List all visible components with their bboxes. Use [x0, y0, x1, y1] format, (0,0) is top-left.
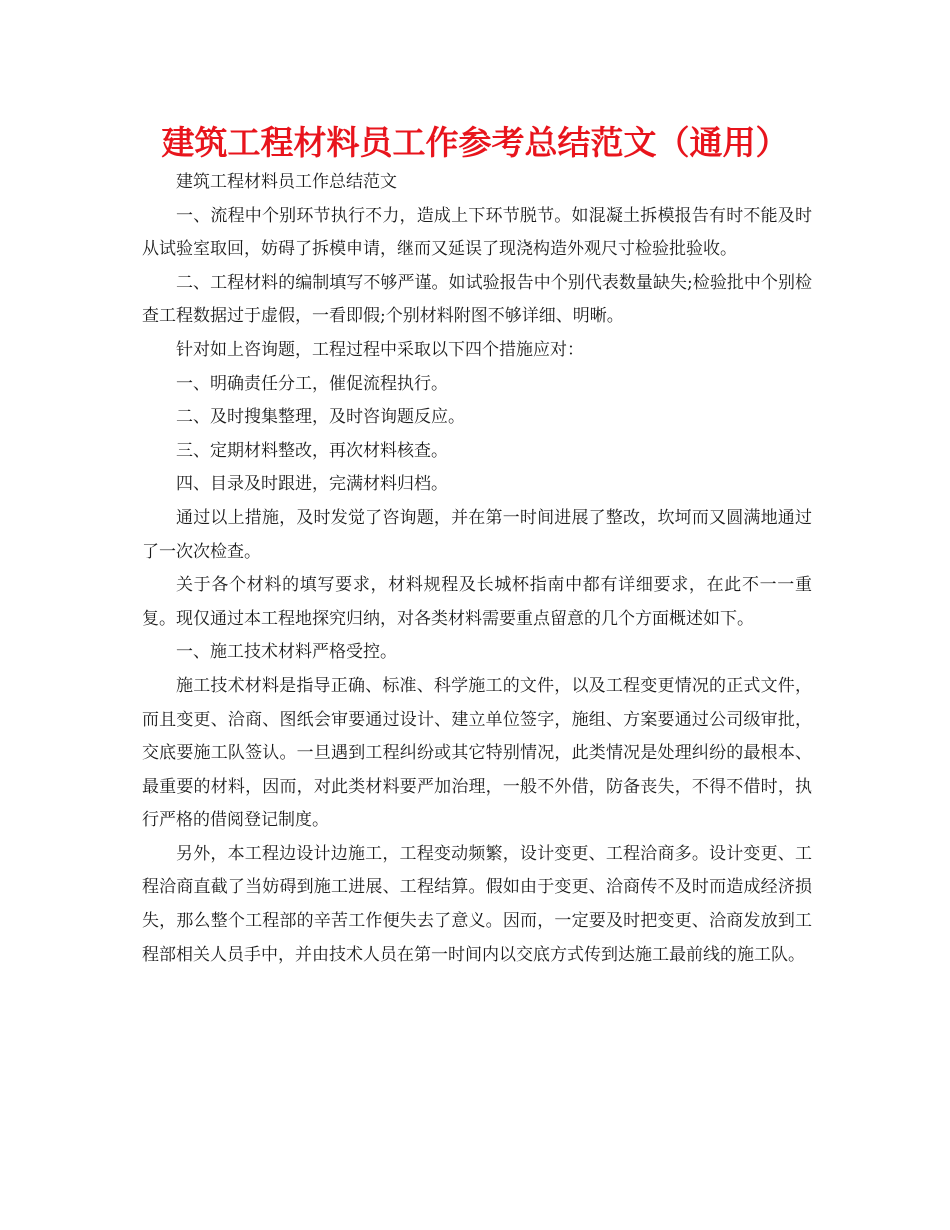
paragraph: 一、施工技术材料严格受控。 — [176, 642, 397, 663]
document-subtitle: 建筑工程材料员工作总结范文 — [176, 172, 397, 192]
paragraph: 关于各个材料的填写要求，材料规程及长城杯指南中都有详细要求，在此不一一重复。现仅通过本工程地探究归纳，对各类材料需要重点留意的几个方面概述如下。 — [142, 575, 812, 629]
paragraph: 一、明确责任分工，催促流程执行。 — [176, 373, 448, 394]
paragraph: 二、及时搜集整理，及时咨询题反应。 — [176, 407, 465, 428]
document-title: 建筑工程材料员工作参考总结范文（通用） — [161, 123, 789, 162]
paragraph: 一、流程中个别环节执行不力，造成上下环节脱节。如混凝土拆模报告有时不能及时从试验室取回，妨碍了拆模申请，继而又延误了现浇构造外观尺寸检验批验收。 — [142, 205, 812, 260]
paragraph: 另外，本工程边设计边施工，工程变动频繁，设计变更、工程洽商多。设计变更、工程洽商直截了当妨碍到施工进展、工程结算。假如由于变更、洽商传不及时而造成经济损失，那么整个工程部的辛苦工作便失去了意义。因而，一定要及时把变更、洽商发放到工程部相关人员手中，并由技术人员在第一时间内以交底方式传到达施工最前线的施工队。 — [142, 843, 812, 965]
paragraph: 施工技术材料是指导正确、标准、科学施工的文件，以及工程变更情况的正式文件，而且变更、洽商、图纸会审要通过设计、建立单位签字，施组、方案要通过公司级审批，交底要施工队签认。一旦遇到工程纠纷或其它特别情况，此类情况是处理纠纷的最根本、最重要的材料，因而，对此类材料要严加治理，一般不外借，防备丧失，不得不借时，执行严格的借阅登记制度。 — [142, 675, 812, 831]
paragraph: 通过以上措施，及时发觉了咨询题，并在第一时间进展了整改，坎坷而又圆满地通过了一次次检查。 — [142, 507, 812, 562]
paragraph: 二、工程材料的编制填写不够严谨。如试验报告中个别代表数量缺失;检验批中个别检查工程数据过于虚假，一看即假;个别材料附图不够详细、明晰。 — [142, 272, 812, 327]
paragraph: 四、目录及时跟进，完满材料归档。 — [176, 474, 448, 495]
document-body — [142, 166, 812, 972]
paragraph: 三、定期材料整改，再次材料核查。 — [176, 440, 448, 461]
paragraph: 针对如上咨询题，工程过程中采取以下四个措施应对： — [176, 339, 584, 360]
